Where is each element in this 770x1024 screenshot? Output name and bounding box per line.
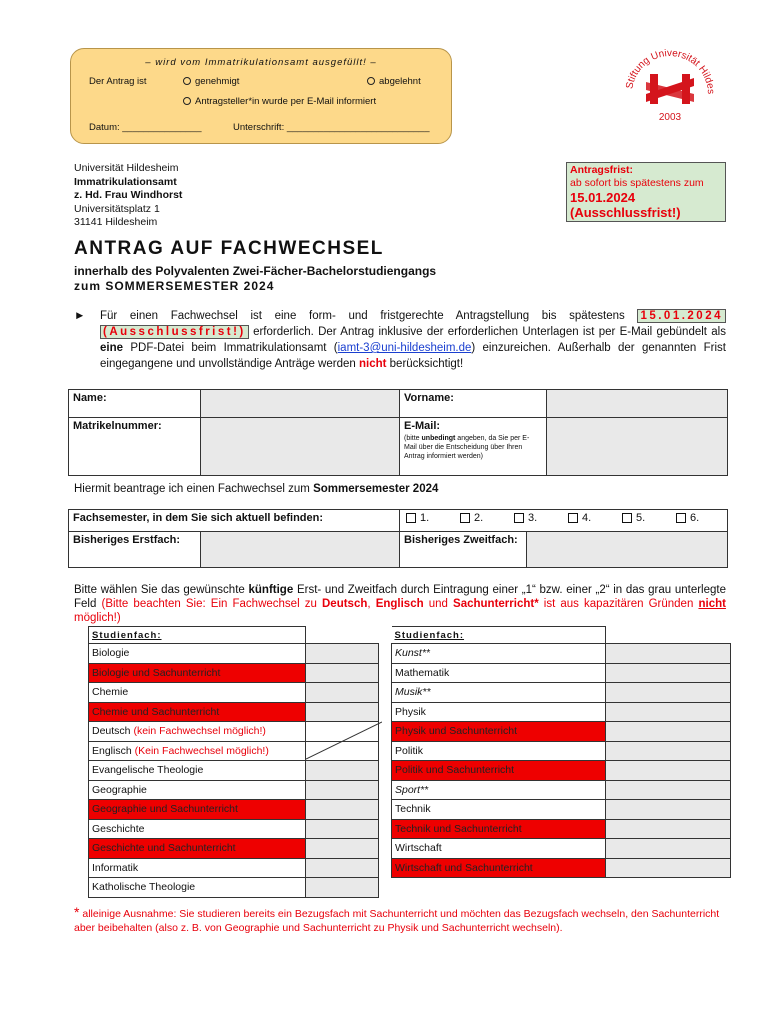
semester-option-4[interactable]: 4. [568,512,622,524]
vorname-label: Vorname: [400,390,547,418]
request-statement [74,483,438,495]
subject-right: Politik [392,741,606,761]
address-line-2: Immatrikulationsamt [74,175,177,188]
deadline-date: 15.01.2024 [570,190,636,205]
subject-left: Biologie [89,644,306,664]
matrikel-label: Matrikelnummer: [69,418,201,476]
para-eine: eine [100,342,124,354]
semester-option-5[interactable]: 5. [622,512,676,524]
vorname-input[interactable] [547,390,728,418]
subject-row [89,663,731,683]
subject-right: Musik** [392,683,606,703]
para-text-5: Außerhalb der genannten Frist eingegangene und unvollständige Anträge werden [100,342,726,370]
informiert-radio[interactable] [183,97,191,105]
subject-right: Technik [392,800,606,820]
subject-left-entry[interactable] [306,858,379,878]
diagonal-strike [306,721,382,760]
para-text-3: PDF-Datei beim Immatrikulationsamt ( [130,342,338,354]
checkbox-icon[interactable] [514,513,524,523]
selection-instructions: Bitte wählen Sie das gewünschte künftige Erst- und Zweitfach durch Eintragung einer „1“ bzw. einer „2“ in das grau unterlegte Feld (Bitte beachten Sie: Ein Fachwechsel zu Deutsch, Englisch und Sachunterricht* ist aus kapazitären Gründen nicht möglich!) [74,584,726,624]
subject-left: Englisch (Kein Fachwechsel möglich!) [89,741,306,761]
subject-right-entry[interactable] [606,683,731,703]
personal-data-table [68,389,728,476]
subject-left: Chemie [89,683,306,703]
checkbox-icon[interactable] [406,513,416,523]
subject-row [89,702,731,722]
para-text-4: ) einzureichen. [471,342,551,354]
subject-left: Geographie [89,780,306,800]
subject-left: Deutsch (kein Fachwechsel möglich!) [89,722,306,742]
para-text-1: Für einen Fachwechsel ist eine form- und fristgerechte Antragstellung bis spätestens [100,310,625,322]
subject-row [89,819,731,839]
para-text-6: berücksichtigt! [389,358,464,370]
datum-field: Datum: _______________ [89,122,202,133]
subject-left: Geographie und Sachunterricht [89,800,306,820]
email-label: E-Mail: [404,420,441,432]
footnote-star: * [74,904,80,920]
logo-year: 2003 [658,112,682,123]
checkbox-icon[interactable] [460,513,470,523]
semester-option-3[interactable]: 3. [514,512,568,524]
subject-right-entry[interactable] [606,702,731,722]
checkbox-icon[interactable] [676,513,686,523]
name-label: Name: [69,390,201,418]
subject-right-entry[interactable] [606,722,731,742]
deadline-note: (Ausschlussfrist!) [570,205,681,220]
subject-left-entry[interactable] [306,878,379,898]
subject-left-entry[interactable] [306,839,379,859]
email-label-cell [400,418,547,476]
subject-right-entry[interactable] [606,780,731,800]
checkbox-icon[interactable] [622,513,632,523]
footnote-text: alleinige Ausnahme: Sie studieren bereits ein Bezugsfach mit Sachunterricht und möchten das Bezugsfach wechseln, den Sachunterricht aber beibehalten (also z. B. von Geographie und Sachunterricht zu Physik und Sachunterricht wechseln). [74,908,720,934]
zweitfach-label: Bisheriges Zweitfach: [400,532,527,568]
subject-left-entry[interactable] [306,819,379,839]
subject-right: Mathematik [392,663,606,683]
address-line-4: Universitätsplatz 1 [74,202,160,215]
subject-right: Wirtschaft [392,839,606,859]
semester-options [400,510,728,532]
office-heading: – wird vom Immatrikulationsamt ausgefüllt! – [145,57,377,68]
subject-left: Biologie und Sachunterricht [89,663,306,683]
informiert-option[interactable] [183,96,376,107]
matrikel-input[interactable] [201,418,400,476]
subject-left: Chemie und Sachunterricht [89,702,306,722]
subject-left-entry[interactable] [306,663,379,683]
page-subtitle-semester: zum SOMMERSEMESTER 2024 [74,279,275,293]
abgelehnt-label: abgelehnt [379,76,421,87]
office-use-box [70,48,452,144]
informiert-label: Antragsteller*in wurde per E-Mail informiert [195,96,377,107]
address-line-1: Universität Hildesheim [74,162,179,174]
email-link[interactable]: iamt-3@uni-hildesheim.de [337,342,472,354]
antrag-ist-label: Der Antrag ist [89,76,147,87]
subject-row [89,683,731,703]
semester-label: Fachsemester, in dem Sie sich aktuell befinden: [69,510,400,532]
subject-right: Wirtschaft und Sachunterricht [392,858,606,878]
subject-right-entry[interactable] [606,741,731,761]
subject-right: Kunst** [392,644,606,664]
subject-right-entry[interactable] [606,858,731,878]
deadline-text: ab sofort bis spätestens zum [570,177,704,189]
para-text-2: erforderlich. Der Antrag inklusive der erforderlichen Unterlagen ist per E-Mail gebündelt als [253,326,726,338]
subjects-table [88,626,731,898]
subject-left-entry[interactable] [306,800,379,820]
subject-row [89,878,731,898]
page-subtitle: innerhalb des Polyvalenten Zwei-Fächer-Bachelorstudiengangs [74,264,437,278]
para-deadline-date: 15.01.2024 [637,309,726,323]
deadline-box [566,162,726,222]
abgelehnt-radio[interactable] [367,77,375,85]
university-logo [620,38,720,138]
subjects-header-left: Studienfach: [89,627,306,644]
genehmigt-label: genehmigt [195,76,240,87]
subject-left-entry[interactable] [306,761,379,781]
subject-row [89,780,731,800]
erstfach-input[interactable] [201,532,400,568]
svg-text:Stiftung Universität Hildeshei: Stiftung Universität Hildes [624,47,717,95]
logo-seal-icon [620,38,720,138]
subject-right: Sport** [392,780,606,800]
subject-left: Katholische Theologie [89,878,306,898]
subject-row [89,761,731,781]
subject-right: Physik [392,702,606,722]
genehmigt-option[interactable] [183,76,239,87]
address-line-5: 31141 Hildesheim [74,216,158,228]
subject-left: Informatik [89,858,306,878]
subject-right-entry[interactable] [606,839,731,859]
subject-row [89,722,731,742]
subject-right-entry[interactable] [606,819,731,839]
subject-left: Evangelische Theologie [89,761,306,781]
bullet-icon: ► [74,310,86,322]
email-input[interactable] [547,418,728,476]
semester-table [68,509,728,568]
subject-row [89,800,731,820]
genehmigt-radio[interactable] [183,77,191,85]
semester-option-2[interactable]: 2. [460,512,514,524]
subject-right: Physik und Sachunterricht [392,722,606,742]
email-note: (bitte unbedingt angeben, da Sie per E-Mail über die Entscheidung über Ihren Antrag informiert werden) [404,435,530,460]
name-input[interactable] [201,390,400,418]
subject-row [89,741,731,761]
page-title: ANTRAG AUF FACHWECHSEL [74,238,384,259]
unterschrift-field: Unterschrift: ___________________________ [233,122,430,133]
subject-right-entry[interactable] [606,644,731,664]
para-nicht: nicht [358,358,387,370]
subject-left-entry[interactable] [306,644,379,664]
subject-left-entry[interactable] [306,683,379,703]
subject-left: Geschichte [89,819,306,839]
subjects-header-right: Studienfach: [392,627,606,644]
erstfach-label: Bisheriges Erstfach: [69,532,201,568]
subject-right: Technik und Sachunterricht [392,819,606,839]
semester-option-6[interactable]: 6. [676,512,716,524]
checkbox-icon[interactable] [568,513,578,523]
subject-left-entry[interactable] [306,702,379,722]
address-line-3: z. Hd. Frau Windhorst [74,189,183,201]
subject-right-entry[interactable] [606,761,731,781]
deadline-label: Antragsfrist: [570,164,634,176]
address-block [74,162,182,230]
abgelehnt-option[interactable] [367,76,421,87]
subject-row [89,839,731,859]
para-ausschluss: (Ausschlussfrist!) [100,325,249,339]
semester-option-1[interactable]: 1. [406,512,460,524]
instructions-paragraph [74,308,726,372]
footnote [74,905,726,935]
subject-row [89,858,731,878]
subject-left-entry[interactable] [306,780,379,800]
subject-right-entry[interactable] [606,663,731,683]
subject-right-entry[interactable] [606,800,731,820]
subject-right: Politik und Sachunterricht [392,761,606,781]
subject-left: Geschichte und Sachunterricht [89,839,306,859]
zweitfach-input[interactable] [527,532,728,568]
request-text: Hiermit beantrage ich einen Fachwechsel zum [74,483,310,495]
subject-row [89,644,731,664]
request-semester: Sommersemester 2024 [313,483,439,495]
